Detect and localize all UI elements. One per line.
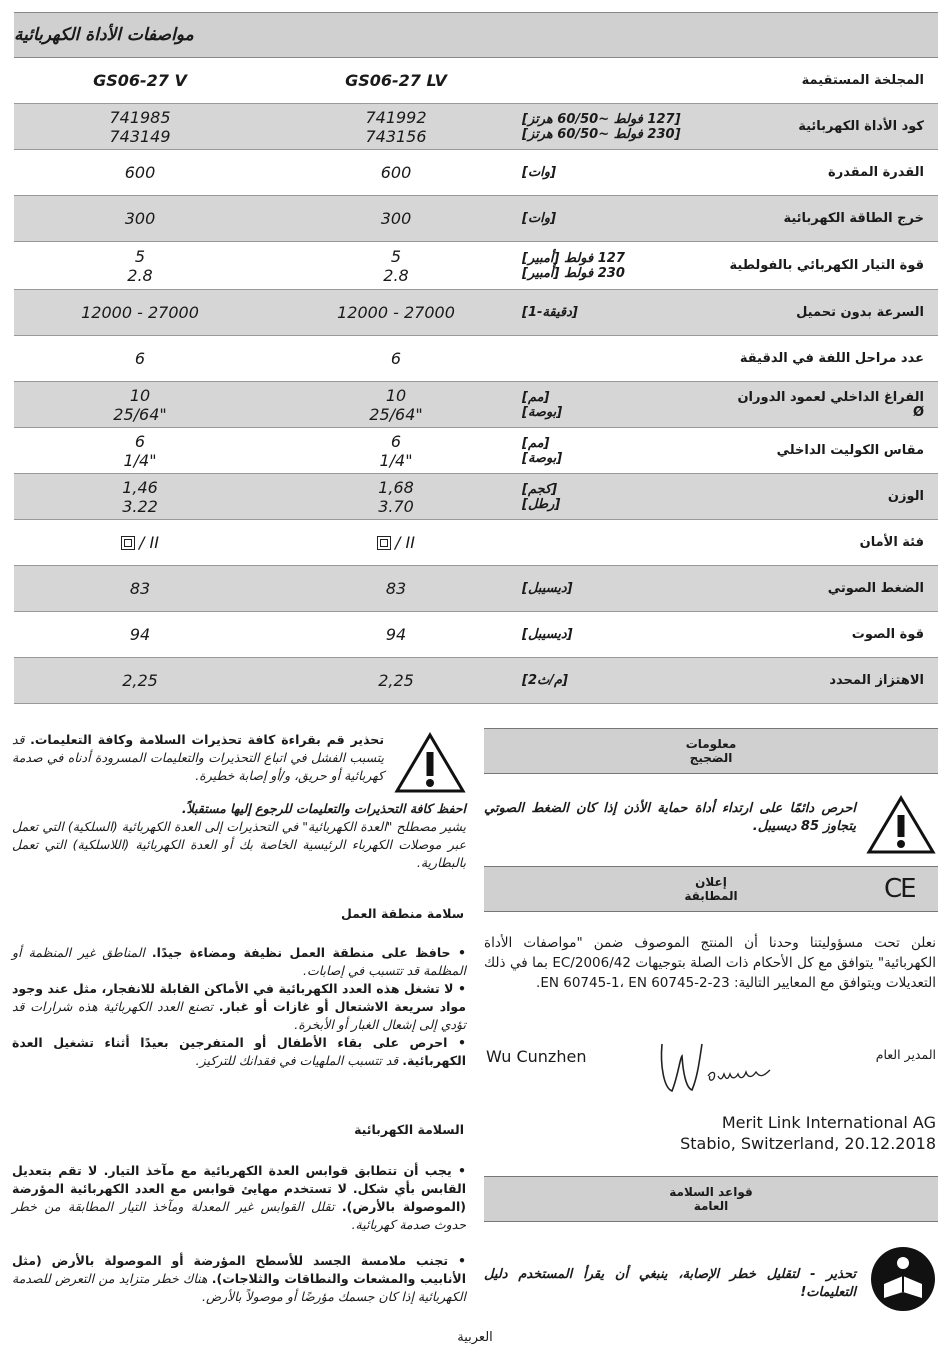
value-line: 3.70 bbox=[378, 496, 414, 516]
value-line: 2.8 bbox=[127, 265, 153, 285]
bullet-text: تقلل القوابس غير المعدلة ومآخذ التيار المطابقة من خطر حدوث صدمة كهربائية. bbox=[12, 1199, 466, 1232]
unit-line: [230 فولط ~60/50 هرتز] bbox=[522, 126, 681, 142]
value-cell bbox=[296, 428, 496, 473]
value-cell bbox=[40, 382, 240, 427]
value-line: 12000 - 27000 bbox=[81, 303, 199, 322]
general-title-1: قواعد السلامة bbox=[669, 1185, 753, 1199]
row-label: مقاس الكوليت الداخلي bbox=[776, 443, 924, 458]
spec-row bbox=[14, 658, 938, 704]
row-label: الاهتزاز المحدد bbox=[829, 673, 924, 688]
bullet-text: قد تتسبب الملهيات في فقدانك للتركيز. bbox=[195, 1053, 403, 1068]
warning-p3: يشير مصطلح "العدة الكهربائية" في التحذيرات إلى العدة الكهربائية (السلكية) التي تعمل عبر موصلات الكهرباء الرئيسية الخاصة بك أو العدة الكهربائية (اللاسلكية) التي تعمل بالبطارية. bbox=[12, 819, 466, 870]
spec-row bbox=[14, 474, 938, 520]
row-label: السرعة بدون تحميل bbox=[796, 305, 924, 320]
value-line: / II bbox=[139, 533, 159, 552]
safety-class-symbol bbox=[377, 533, 415, 552]
row-unit bbox=[522, 520, 722, 565]
value-cell bbox=[40, 474, 240, 519]
bullet-bold: • يجب أن تتطابق قوابس العدة الكهربائية مع مآخذ التيار. لا تقم بتعديل القابس بأي شكل. لا تستخدم مهايئ قوابس مع العدد الكهربائية المؤرضة (الموصولة بالأرض). bbox=[12, 1163, 466, 1214]
value-cell bbox=[296, 658, 496, 703]
warning-triangle-icon bbox=[866, 795, 936, 855]
unit-line: [ديسيبل] bbox=[522, 581, 573, 596]
general-title-2: العامة bbox=[693, 1199, 729, 1213]
row-unit bbox=[522, 658, 722, 703]
row-unit bbox=[522, 196, 722, 241]
row-label: الفراغ الداخلي لعمود الدوران Ø bbox=[737, 389, 924, 420]
row-label: قوة التيار الكهربائي بالفولطية bbox=[729, 258, 924, 273]
row-label: المجلخة المستقيمة bbox=[801, 73, 924, 88]
noise-title-1: معلومات bbox=[685, 737, 737, 751]
noise-bar bbox=[484, 728, 938, 774]
value-cell bbox=[296, 150, 496, 195]
electrical-bullet-1 bbox=[12, 1162, 466, 1234]
bullet-text: المناطق غير المنظمة أو المظلمة قد تتسبب في إصابات. bbox=[12, 945, 466, 978]
double-insulation-icon bbox=[121, 536, 135, 550]
value-line: 2.8 bbox=[383, 265, 409, 285]
bullet-bold: • تجنب ملامسة الجسد للأسطح المؤرضة أو الموصولة بالأرض (مثل الأنابيب والمشعات والنطاقات والثلاجات). bbox=[12, 1253, 467, 1286]
bullet-bold: • احرص على بقاء الأطفال أو المتفرجين بعيدًا أثناء تشغيل العدة الكهربائية. bbox=[12, 1035, 466, 1068]
row-label: قوة الصوت bbox=[851, 627, 924, 642]
warning-p2: احفظ كافة التحذيرات والتعليمات للرجوع إليها مستقبلاً. bbox=[181, 801, 466, 816]
value-line: 5 bbox=[134, 246, 146, 266]
warning-p1 bbox=[12, 731, 384, 785]
work-area-bullet-2 bbox=[12, 980, 466, 1034]
value-cell bbox=[40, 336, 240, 381]
spec-row bbox=[14, 612, 938, 658]
warning-p1-bold: تحذير قم بقراءة كافة تحذيرات السلامة وكافة التعليمات. bbox=[30, 732, 385, 747]
value-line: 6 bbox=[390, 431, 402, 451]
row-label: الوزن bbox=[887, 489, 924, 504]
row-unit bbox=[522, 566, 722, 611]
read-manual-icon bbox=[870, 1246, 936, 1312]
unit-line: [بوصة] bbox=[522, 404, 563, 420]
value-line: 1/4" bbox=[379, 450, 413, 470]
general-text: تحذير - لتقليل خطر الإصابة، ينبغي أن يقرأ المستخدم دليل التعليمات! bbox=[484, 1267, 856, 1300]
unit-line: [م/ث2] bbox=[522, 673, 568, 688]
value-cell bbox=[296, 336, 496, 381]
value-line: 743156 bbox=[365, 126, 427, 146]
company-name: Merit Link International AG bbox=[721, 1113, 936, 1132]
row-label: القدرة المقدرة bbox=[828, 165, 924, 180]
model-1: GS06-27 LV bbox=[345, 71, 447, 90]
value-cell bbox=[296, 612, 496, 657]
row-label: الضغط الصوتي bbox=[827, 581, 924, 596]
row-unit bbox=[522, 474, 722, 519]
value-line: 25/64" bbox=[113, 404, 167, 424]
value-cell bbox=[296, 290, 496, 335]
conformity-title-1: إعلان bbox=[695, 875, 727, 889]
row-label: عدد مراحل اللفة في الدقيقة bbox=[739, 351, 924, 366]
value-cell bbox=[40, 196, 240, 241]
value-line: 1,68 bbox=[378, 477, 414, 497]
bullet-text: هناك خطر متزايد من التعرض للصدمة الكهربائية إذا كان جسمك مؤرضًا أو موصولاً بالأرض. bbox=[12, 1271, 466, 1304]
place-date: Stabio, Switzerland, 20.12.2018 bbox=[680, 1134, 936, 1153]
unit-line: [مم] bbox=[522, 435, 550, 451]
row-label: كود الأداة الكهربائية bbox=[798, 119, 924, 134]
value-cell bbox=[296, 566, 496, 611]
spec-title: مواصفات الأداة الكهربائية bbox=[14, 12, 938, 58]
unit-line: [ديسيبل] bbox=[522, 627, 573, 642]
unit-line: [كجم] bbox=[522, 481, 558, 497]
spec-row bbox=[14, 382, 938, 428]
value-line: 741985 bbox=[109, 107, 171, 127]
value-line: 1,46 bbox=[122, 477, 158, 497]
row-label: فئة الأمان bbox=[859, 535, 924, 550]
work-area-title: سلامة منطقة العمل bbox=[341, 906, 464, 921]
bullet-bold: • لا تشغل هذه العدد الكهربائية في الأماكن القابلة للانفجار، مثل عند وجود مواد سريعة الاشتعال أو غازات أو غبار. bbox=[12, 981, 466, 1014]
value-line: 10 bbox=[385, 385, 407, 405]
unit-line: 230 فولط [أمبير] bbox=[522, 265, 625, 281]
value-line: 3.22 bbox=[122, 496, 158, 516]
value-line: 743149 bbox=[109, 126, 171, 146]
spec-row bbox=[14, 520, 938, 566]
unit-line: [وات] bbox=[522, 165, 557, 180]
value-cell bbox=[296, 382, 496, 427]
value-line: 2,25 bbox=[122, 671, 158, 690]
value-line: / II bbox=[395, 533, 415, 552]
work-area-bullet-3 bbox=[12, 1034, 466, 1070]
value-cell bbox=[296, 104, 496, 149]
value-line: 94 bbox=[129, 625, 151, 644]
value-cell bbox=[40, 612, 240, 657]
warning-p1-rest: قد يتسبب الفشل في اتباع التحذيرات والتعليمات المسرودة أدناه في صدمة كهربائية أو حريق، و/أو إصابة خطيرة. bbox=[12, 732, 384, 783]
conformity-bar bbox=[484, 866, 938, 912]
manager-label: المدير العام bbox=[875, 1047, 936, 1062]
manager-name: Wu Cunzhen bbox=[486, 1047, 587, 1066]
row-unit bbox=[522, 104, 722, 149]
value-cell bbox=[40, 150, 240, 195]
signature-image bbox=[650, 1036, 780, 1098]
value-cell bbox=[296, 520, 496, 565]
value-line: 1/4" bbox=[123, 450, 157, 470]
row-label: خرج الطاقة الكهربائية bbox=[783, 211, 924, 226]
unit-line: [بوصة] bbox=[522, 450, 563, 466]
company-block bbox=[680, 1112, 936, 1154]
footer-language: العربية bbox=[457, 1330, 493, 1345]
value-line: 2,25 bbox=[378, 671, 414, 690]
spec-row bbox=[14, 242, 938, 290]
row-unit bbox=[522, 242, 722, 289]
value-line: 12000 - 27000 bbox=[337, 303, 455, 322]
spec-row bbox=[14, 428, 938, 474]
value-cell bbox=[40, 566, 240, 611]
value-line: 6 bbox=[390, 349, 402, 368]
row-unit bbox=[522, 290, 722, 335]
bullet-text: تصنع العدد الكهربائية هذه شرارات قد تؤدي إلى إشعال الغبار أو الأبخرة. bbox=[12, 999, 466, 1032]
value-cell bbox=[296, 242, 496, 289]
value-cell bbox=[40, 428, 240, 473]
model-2: GS06-27 V bbox=[93, 71, 187, 90]
row-unit bbox=[522, 336, 722, 381]
value-cell bbox=[40, 290, 240, 335]
work-area-bullet-1 bbox=[12, 944, 466, 980]
spec-row bbox=[14, 196, 938, 242]
spec-row bbox=[14, 290, 938, 336]
value-line: 94 bbox=[385, 625, 407, 644]
value-cell bbox=[40, 104, 240, 149]
bullet-bold: • حافظ على منطقة العمل نظيفة ومضاءة جيدًا. bbox=[151, 945, 466, 960]
row-unit bbox=[522, 428, 722, 473]
value-line: 6 bbox=[134, 349, 146, 368]
row-unit bbox=[522, 150, 722, 195]
value-line: 300 bbox=[124, 209, 156, 228]
value-line: 25/64" bbox=[369, 404, 423, 424]
general-rules-bar bbox=[484, 1176, 938, 1222]
noise-title-2: الضجيج bbox=[689, 751, 733, 765]
value-cell bbox=[40, 658, 240, 703]
warning-triangle-icon bbox=[394, 732, 466, 794]
value-line: 6 bbox=[134, 431, 146, 451]
noise-text: احرص دائمًا على ارتداء أداة حماية الأذن إذا كان الضغط الصوتي يتجاوز 85 ديسيبل. bbox=[484, 801, 856, 834]
value-line: 83 bbox=[385, 579, 407, 598]
conformity-title-2: المطابقة bbox=[684, 889, 738, 903]
value-cell bbox=[40, 242, 240, 289]
value-line: 10 bbox=[129, 385, 151, 405]
electrical-bullet-2 bbox=[12, 1252, 466, 1306]
conformity-text: نعلن تحت مسؤوليتنا وحدنا أن المنتج الموصوف ضمن "مواصفات الأداة الكهربائية" يتوافق مع كل الأحكام ذات الصلة بتوجيهات 2006/42/EC بما في ذلك التعديلات ويتوافق مع المعايير التالية: EN 60745-1، EN 60745-2-23. bbox=[484, 935, 936, 991]
unit-line: [مم] bbox=[522, 389, 550, 405]
spec-row bbox=[14, 566, 938, 612]
spec-row bbox=[14, 150, 938, 196]
ce-mark-icon: CE bbox=[884, 874, 915, 904]
unit-line: [وات] bbox=[522, 211, 557, 226]
double-insulation-icon bbox=[377, 536, 391, 550]
spec-header-row bbox=[14, 58, 938, 104]
unit-line: 127 فولط [أمبير] bbox=[522, 250, 625, 266]
value-line: 83 bbox=[129, 579, 151, 598]
value-line: 300 bbox=[380, 209, 412, 228]
value-cell bbox=[296, 474, 496, 519]
value-cell bbox=[40, 520, 240, 565]
spec-row bbox=[14, 336, 938, 382]
spec-row bbox=[14, 104, 938, 150]
spec-rows bbox=[14, 58, 938, 708]
spec-table bbox=[14, 12, 938, 708]
value-cell bbox=[296, 196, 496, 241]
electrical-title: السلامة الكهربائية bbox=[354, 1122, 464, 1137]
value-line: 600 bbox=[380, 163, 412, 182]
value-line: 600 bbox=[124, 163, 156, 182]
safety-class-symbol bbox=[121, 533, 159, 552]
unit-line: [127 فولط ~60/50 هرتز] bbox=[522, 111, 681, 127]
unit-line: [دقيقة-1] bbox=[522, 305, 578, 320]
unit-line: [رطل] bbox=[522, 496, 561, 512]
value-line: 5 bbox=[390, 246, 402, 266]
row-unit bbox=[522, 612, 722, 657]
value-line: 741992 bbox=[365, 107, 427, 127]
row-unit bbox=[522, 382, 722, 427]
